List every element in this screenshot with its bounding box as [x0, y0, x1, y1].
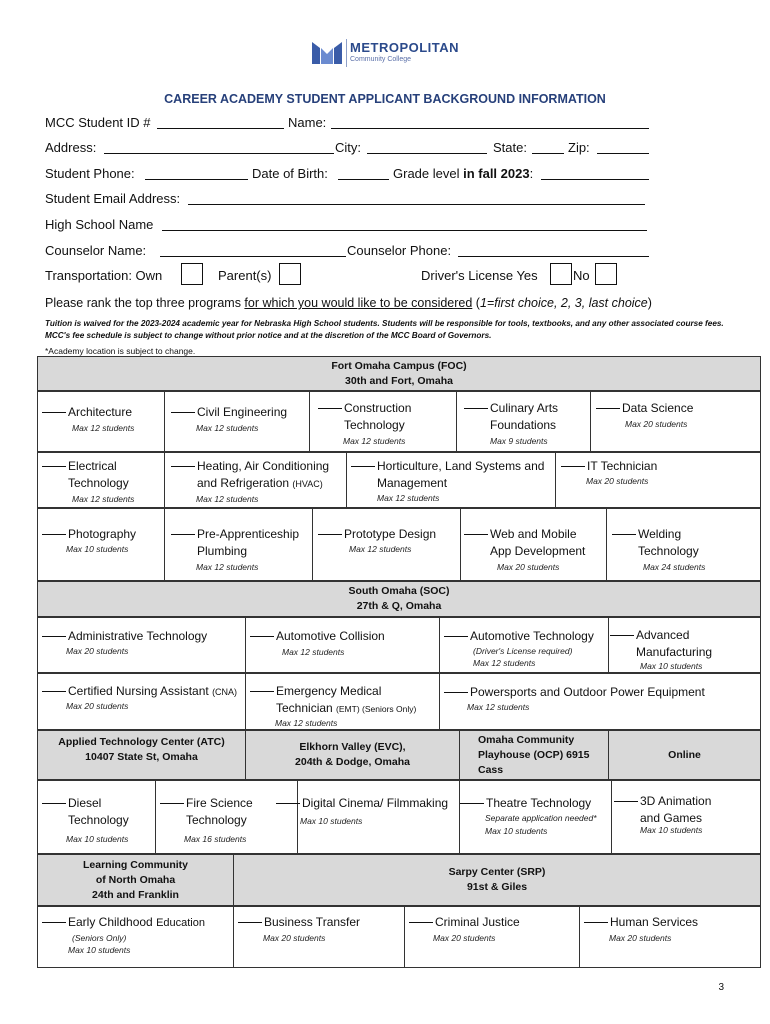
program-plumbing[interactable]: Pre-Apprenticeship Plumbing	[171, 526, 299, 560]
autotech-requirement: (Driver's License required)	[473, 646, 573, 656]
parents-transport-checkbox[interactable]	[279, 263, 301, 285]
architecture-capacity: Max 12 students	[72, 423, 135, 433]
program-adv-mfg[interactable]: Advanced Manufacturing	[610, 627, 712, 661]
program-auto-tech[interactable]: Automotive Technology	[444, 628, 594, 645]
email-field[interactable]	[188, 204, 645, 205]
logo-subtitle: Community College	[350, 56, 412, 63]
email-label: Student Email Address:	[45, 191, 181, 206]
lcno-name-2: of North Omaha	[95, 873, 176, 886]
rank-instructions: Please rank the top three programs for which you would like to be considered (1=first choice, 2, 3, last choice)	[45, 296, 652, 310]
atc-address: 10407 State St, Omaha	[85, 751, 198, 763]
srp-address: 91st & Giles	[466, 881, 528, 893]
address-field[interactable]	[104, 153, 334, 154]
grade-field[interactable]	[541, 179, 649, 180]
program-auto-collision[interactable]: Automotive Collision	[250, 628, 385, 645]
photo-capacity: Max 10 students	[66, 544, 129, 554]
business-capacity: Max 20 students	[263, 933, 326, 943]
license-no-checkbox[interactable]	[595, 263, 617, 285]
foc-name: Fort Omaha Campus (FOC)	[331, 359, 467, 372]
page-title: CAREER ACADEMY STUDENT APPLICANT BACKGROUND INFORMATION	[164, 92, 606, 106]
student-id-field[interactable]	[157, 128, 284, 129]
transport-label: Transportation: Own	[45, 268, 163, 283]
ocp-name-1: Omaha Community	[478, 733, 575, 746]
horticulture-capacity: Max 12 students	[377, 493, 440, 503]
soc-name: South Omaha (SOC)	[348, 585, 450, 597]
evc-name: Elkhorn Valley (EVC),	[299, 741, 406, 753]
culinary-capacity: Max 9 students	[490, 436, 548, 446]
program-powersports[interactable]: Powersports and Outdoor Power Equipment	[444, 684, 705, 701]
counselor-phone-field[interactable]	[458, 256, 649, 257]
program-architecture[interactable]: Architecture	[42, 404, 132, 421]
license-no-label: No	[573, 268, 590, 283]
earlychild-capacity: Max 10 students	[68, 945, 131, 955]
program-cna[interactable]: Certified Nursing Assistant (CNA)	[42, 683, 237, 701]
collision-capacity: Max 12 students	[282, 647, 345, 657]
construction-capacity: Max 12 students	[343, 436, 406, 446]
civil-capacity: Max 12 students	[196, 423, 259, 433]
lcno-name-1: Learning Community	[82, 858, 188, 871]
ocp-address: Cass	[478, 763, 504, 776]
program-web-mobile[interactable]: Web and Mobile App Development	[464, 526, 585, 560]
program-human-services[interactable]: Human Services	[584, 914, 698, 931]
soc-address: 27th & Q, Omaha	[356, 600, 442, 612]
counselor-phone-label: Counselor Phone:	[347, 243, 452, 258]
own-transport-checkbox[interactable]	[181, 263, 203, 285]
atc-name: Applied Technology Center (ATC)	[58, 736, 225, 748]
admin-capacity: Max 20 students	[66, 646, 129, 656]
earlychild-requirement: (Seniors Only)	[72, 933, 127, 943]
program-diesel[interactable]: Diesel Technology	[42, 795, 129, 829]
human-capacity: Max 20 students	[609, 933, 672, 943]
state-field[interactable]	[532, 153, 564, 154]
fire-capacity: Max 16 students	[184, 834, 247, 844]
evc-header	[245, 730, 460, 780]
datasci-capacity: Max 20 students	[625, 419, 688, 429]
dob-field[interactable]	[338, 179, 389, 180]
school-field[interactable]	[162, 230, 647, 231]
ocp-name-2: Playhouse (OCP) 6915	[478, 748, 590, 761]
counselor-field[interactable]	[160, 256, 346, 257]
page-number: 3	[718, 982, 724, 993]
student-id-label: MCC Student ID #	[45, 115, 151, 130]
school-label: High School Name	[45, 217, 154, 232]
city-label: City:	[335, 140, 361, 155]
animation-capacity: Max 10 students	[640, 825, 703, 835]
name-label: Name:	[288, 115, 327, 130]
online-header	[608, 730, 761, 780]
license-yes-checkbox[interactable]	[550, 263, 572, 285]
zip-field[interactable]	[597, 153, 649, 154]
logo-mark-icon	[312, 38, 342, 68]
foc-address: 30th and Fort, Omaha	[345, 374, 453, 387]
program-emt[interactable]: Emergency Medical Technician (EMT) (Seniors Only)	[250, 683, 416, 718]
lcno-header	[37, 854, 234, 906]
atc-header	[37, 730, 246, 780]
location-note: *Academy location is subject to change.	[45, 346, 196, 356]
program-culinary[interactable]: Culinary Arts Foundations	[464, 400, 558, 434]
program-data-science[interactable]: Data Science	[596, 400, 693, 417]
criminal-capacity: Max 20 students	[433, 933, 496, 943]
dob-label: Date of Birth:	[252, 166, 328, 181]
program-it-technician[interactable]: IT Technician	[561, 458, 657, 475]
program-hvac[interactable]: Heating, Air Conditioning and Refrigeration (HVAC)	[171, 458, 329, 493]
program-early-childhood[interactable]: Early Childhood Education	[42, 914, 205, 932]
emt-capacity: Max 12 students	[275, 718, 338, 728]
program-electrical[interactable]: Electrical Technology	[42, 458, 129, 492]
program-welding[interactable]: Welding Technology	[612, 526, 699, 560]
cna-capacity: Max 20 students	[66, 701, 129, 711]
program-criminal-justice[interactable]: Criminal Justice	[409, 914, 520, 931]
city-field[interactable]	[367, 153, 487, 154]
theatre-capacity: Max 10 students	[485, 826, 548, 836]
address-label: Address:	[45, 140, 97, 155]
it-capacity: Max 20 students	[586, 476, 649, 486]
program-civil-engineering[interactable]: Civil Engineering	[171, 404, 287, 421]
logo-name: METROPOLITAN	[350, 40, 460, 55]
program-admin-tech[interactable]: Administrative Technology	[42, 628, 207, 645]
foc-header	[37, 356, 761, 391]
phone-field[interactable]	[145, 179, 248, 180]
plumbing-capacity: Max 12 students	[196, 562, 259, 572]
webapp-capacity: Max 20 students	[497, 562, 560, 572]
lcno-address: 24th and Franklin	[92, 888, 179, 901]
zip-label: Zip:	[568, 140, 590, 155]
program-business-transfer[interactable]: Business Transfer	[238, 914, 360, 931]
srp-name: Sarpy Center (SRP)	[448, 866, 546, 878]
prototype-capacity: Max 12 students	[349, 544, 412, 554]
hvac-capacity: Max 12 students	[196, 494, 259, 504]
logo-divider	[346, 39, 347, 67]
advmfg-capacity: Max 10 students	[640, 661, 703, 671]
counselor-label: Counselor Name:	[45, 243, 147, 258]
evc-address: 204th & Dodge, Omaha	[295, 756, 410, 768]
program-fire-science[interactable]: Fire Science Technology	[160, 795, 253, 829]
program-construction[interactable]: Construction Technology	[318, 400, 411, 434]
online-name: Online	[668, 748, 701, 761]
ocp-header	[459, 730, 609, 780]
program-3d-animation[interactable]: 3D Animation and Games	[614, 793, 711, 827]
college-logo	[312, 36, 472, 72]
license-label: Driver's License Yes	[421, 268, 538, 283]
name-field[interactable]	[331, 128, 649, 129]
autotech-capacity: Max 12 students	[473, 658, 536, 668]
electrical-capacity: Max 12 students	[72, 494, 135, 504]
diesel-capacity: Max 10 students	[66, 834, 129, 844]
welding-capacity: Max 24 students	[643, 562, 706, 572]
parents-label: Parent(s)	[218, 268, 272, 283]
program-photography[interactable]: Photography	[42, 526, 136, 543]
powersports-capacity: Max 12 students	[467, 702, 530, 712]
theatre-requirement: Separate application needed*	[485, 813, 597, 823]
grade-label: Grade level in fall 2023:	[393, 166, 534, 181]
program-horticulture[interactable]: Horticulture, Land Systems and Management	[351, 458, 544, 492]
tuition-note: Tuition is waived for the 2023-2024 academic year for Nebraska High School students. Students will be responsible for tools, textbooks, and any other associated course fees. MCC's fee schedule is subject to change without prior notice and at the discretion of the MCC Board of Governors.	[45, 319, 724, 340]
phone-label: Student Phone:	[45, 166, 135, 181]
cinema-capacity: Max 10 students	[300, 816, 363, 826]
program-prototype[interactable]: Prototype Design	[318, 526, 436, 543]
soc-header	[37, 581, 761, 617]
state-label: State:	[493, 140, 527, 155]
program-theatre-tech[interactable]: Theatre Technology	[460, 795, 591, 812]
program-digital-cinema[interactable]: Digital Cinema/ Filmmaking	[276, 795, 448, 812]
srp-header	[233, 854, 761, 906]
